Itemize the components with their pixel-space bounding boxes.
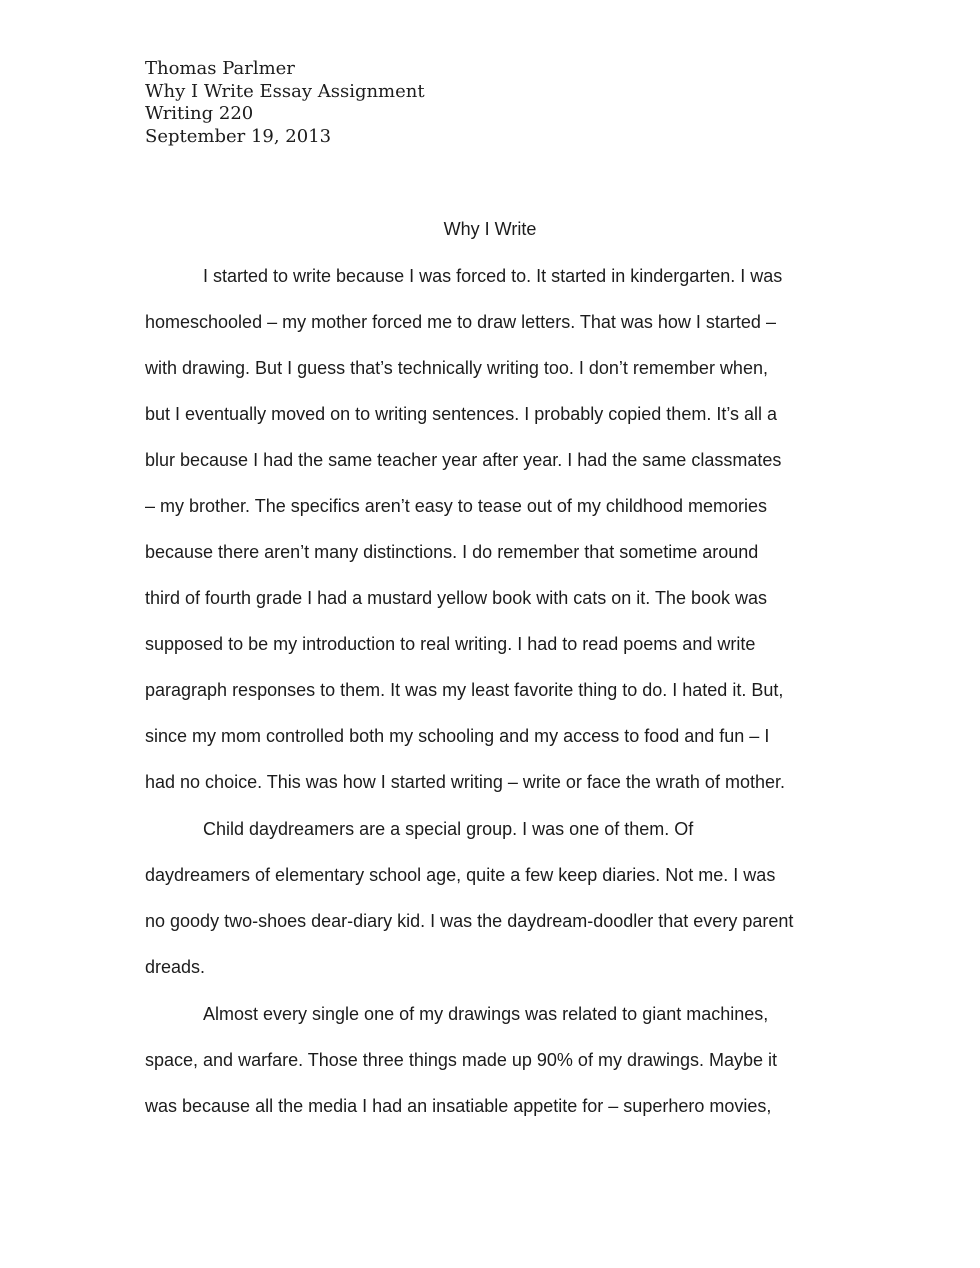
body-line: since my mom controlled both my schooling and my access to food and fun – I <box>145 726 770 746</box>
essay-title: Why I Write <box>443 219 537 239</box>
assignment-name: Why I Write Essay Assignment <box>145 80 425 102</box>
body-line: supposed to be my introduction to real writing. I had to read poems and write <box>145 634 756 654</box>
body-line: – my brother. The specifics aren’t easy to tease out of my childhood memories <box>145 496 767 516</box>
body-line: paragraph responses to them. It was my least favorite thing to do. I hated it. But, <box>145 680 784 700</box>
author-name: Thomas Parlmer <box>145 58 295 79</box>
body-line: because there aren’t many distinctions. I do remember that sometime around <box>145 542 759 562</box>
body-line: homeschooled – my mother forced me to draw letters. That was how I started – <box>145 312 776 332</box>
essay-date: September 19, 2013 <box>145 125 332 147</box>
body-line: daydreamers of elementary school age, quite a few keep diaries. Not me. I was <box>145 865 776 885</box>
body-line: no goody two-shoes dear-diary kid. I was the daydream-doodler that every parent <box>145 911 794 931</box>
body-line: blur because I had the same teacher year after year. I had the same classmates <box>145 450 782 470</box>
body-line: had no choice. This was how I started writing – write or face the wrath of mother. <box>145 772 785 792</box>
body-line: was because all the media I had an insatiable appetite for – superhero movies, <box>145 1096 772 1116</box>
body-line: but I eventually moved on to writing sentences. I probably copied them. It’s all a <box>145 404 778 424</box>
body-line: Almost every single one of my drawings was related to giant machines, <box>203 1004 769 1024</box>
body-line: third of fourth grade I had a mustard yellow book with cats on it. The book was <box>145 588 768 608</box>
body-line: with drawing. But I guess that’s technically writing too. I don’t remember when, <box>145 358 768 378</box>
body-line: I started to write because I was forced to. It started in kindergarten. I was <box>203 266 783 286</box>
course-name: Writing 220 <box>145 103 254 124</box>
body-line: space, and warfare. Those three things made up 90% of my drawings. Maybe it <box>145 1050 778 1070</box>
body-line: dreads. <box>145 957 206 977</box>
essay-header <box>145 58 425 148</box>
body-line: Child daydreamers are a special group. I was one of them. Of <box>203 819 694 839</box>
